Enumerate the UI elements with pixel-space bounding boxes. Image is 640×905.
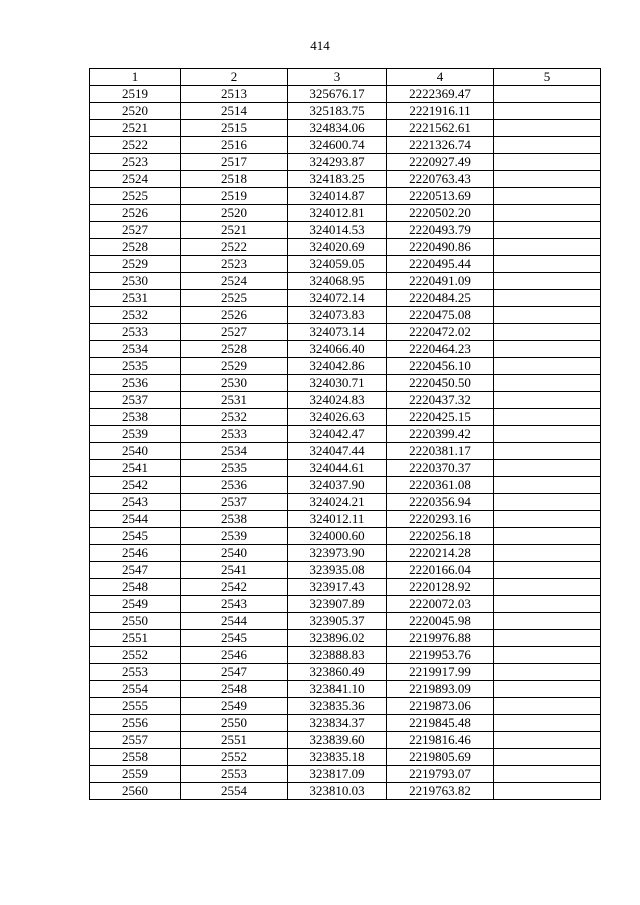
table-row: [90, 137, 601, 154]
table-cell: [494, 205, 601, 222]
table-row: [90, 409, 601, 426]
table-cell: 324042.86: [288, 358, 387, 375]
table-cell: 2219953.76: [387, 647, 494, 664]
table-cell: 2554: [90, 681, 181, 698]
table-cell: 2549: [90, 596, 181, 613]
table-cell: 2551: [90, 630, 181, 647]
table-cell: 2220361.08: [387, 477, 494, 494]
column-header: 2: [181, 69, 288, 86]
table-cell: 2540: [181, 545, 288, 562]
table-row: [90, 341, 601, 358]
table-cell: [494, 392, 601, 409]
table-cell: 2555: [90, 698, 181, 715]
table-cell: [494, 766, 601, 783]
table-cell: 2220381.17: [387, 443, 494, 460]
table-cell: 2521: [181, 222, 288, 239]
table-cell: 324012.81: [288, 205, 387, 222]
table-cell: [494, 375, 601, 392]
table-cell: 2221326.74: [387, 137, 494, 154]
table-row: [90, 545, 601, 562]
table-cell: 2557: [90, 732, 181, 749]
table-cell: [494, 562, 601, 579]
table-cell: 324072.14: [288, 290, 387, 307]
table-cell: 2559: [90, 766, 181, 783]
table-row: [90, 698, 601, 715]
table-row: [90, 307, 601, 324]
table-cell: [494, 307, 601, 324]
table-cell: [494, 256, 601, 273]
table-row: [90, 256, 601, 273]
table-row: [90, 732, 601, 749]
table-row: [90, 630, 601, 647]
table-cell: 2560: [90, 783, 181, 800]
table-cell: [494, 596, 601, 613]
table-cell: 2531: [90, 290, 181, 307]
table-cell: 323935.08: [288, 562, 387, 579]
coordinates-table: [89, 68, 601, 800]
table-cell: [494, 171, 601, 188]
table-cell: 2550: [181, 715, 288, 732]
table-cell: 2513: [181, 86, 288, 103]
table-cell: 2545: [90, 528, 181, 545]
table-cell: 2221562.61: [387, 120, 494, 137]
table-row: [90, 188, 601, 205]
table-cell: 2524: [90, 171, 181, 188]
table-cell: [494, 239, 601, 256]
table-cell: 2220491.09: [387, 273, 494, 290]
table-cell: 2537: [181, 494, 288, 511]
table-row: [90, 511, 601, 528]
table-cell: [494, 103, 601, 120]
table-cell: 2539: [90, 426, 181, 443]
table-cell: 2220475.08: [387, 307, 494, 324]
table-cell: [494, 409, 601, 426]
table-cell: 2536: [181, 477, 288, 494]
table-cell: 2522: [90, 137, 181, 154]
table-cell: [494, 664, 601, 681]
table-cell: 2553: [90, 664, 181, 681]
table-cell: 2558: [90, 749, 181, 766]
table-cell: 2547: [90, 562, 181, 579]
table-cell: 323905.37: [288, 613, 387, 630]
table-cell: 2518: [181, 171, 288, 188]
table-cell: 2520: [181, 205, 288, 222]
table-row: [90, 715, 601, 732]
table-cell: 2543: [90, 494, 181, 511]
table-cell: [494, 86, 601, 103]
table-row: [90, 86, 601, 103]
page-number: 414: [310, 38, 330, 53]
table-cell: 2526: [181, 307, 288, 324]
table-row: [90, 664, 601, 681]
column-header: 4: [387, 69, 494, 86]
table-cell: 324073.83: [288, 307, 387, 324]
table-cell: 324293.87: [288, 154, 387, 171]
table-cell: 324044.61: [288, 460, 387, 477]
table-row: [90, 154, 601, 171]
table-cell: 2219873.06: [387, 698, 494, 715]
table-cell: 2219805.69: [387, 749, 494, 766]
table-cell: 324073.14: [288, 324, 387, 341]
table-cell: [494, 477, 601, 494]
table-cell: 2529: [90, 256, 181, 273]
table-row: [90, 426, 601, 443]
table-cell: [494, 630, 601, 647]
table-cell: 2549: [181, 698, 288, 715]
table-cell: 323973.90: [288, 545, 387, 562]
table-cell: 2548: [181, 681, 288, 698]
table-cell: 324014.87: [288, 188, 387, 205]
table-cell: [494, 698, 601, 715]
table-cell: 2552: [181, 749, 288, 766]
table-cell: 2220072.03: [387, 596, 494, 613]
table-cell: 2531: [181, 392, 288, 409]
table-cell: 323888.83: [288, 647, 387, 664]
table-cell: 2527: [181, 324, 288, 341]
table-cell: 324014.53: [288, 222, 387, 239]
table-cell: 2220502.20: [387, 205, 494, 222]
table-row: [90, 205, 601, 222]
table-cell: 2220472.02: [387, 324, 494, 341]
table-cell: [494, 579, 601, 596]
table-header-row: [90, 69, 601, 86]
table-cell: 324068.95: [288, 273, 387, 290]
table-row: [90, 579, 601, 596]
table-cell: 2547: [181, 664, 288, 681]
table-cell: 2219793.07: [387, 766, 494, 783]
table-row: [90, 477, 601, 494]
table-row: [90, 783, 601, 800]
table-cell: 2519: [90, 86, 181, 103]
table-cell: 2219917.99: [387, 664, 494, 681]
table-cell: 2537: [90, 392, 181, 409]
table-cell: 2541: [181, 562, 288, 579]
table-cell: 324012.11: [288, 511, 387, 528]
table-cell: 2219816.46: [387, 732, 494, 749]
table-cell: 2536: [90, 375, 181, 392]
table-cell: 323817.09: [288, 766, 387, 783]
table-cell: 2544: [90, 511, 181, 528]
table-row: [90, 171, 601, 188]
table-cell: 324030.71: [288, 375, 387, 392]
table-cell: 2524: [181, 273, 288, 290]
table-cell: [494, 290, 601, 307]
column-header: 3: [288, 69, 387, 86]
table-cell: 2219893.09: [387, 681, 494, 698]
table-cell: 324600.74: [288, 137, 387, 154]
table-cell: 2527: [90, 222, 181, 239]
table-cell: 2220214.28: [387, 545, 494, 562]
table-cell: [494, 732, 601, 749]
table-cell: 2539: [181, 528, 288, 545]
table-cell: 2523: [90, 154, 181, 171]
table-cell: 323835.18: [288, 749, 387, 766]
table-cell: 2542: [181, 579, 288, 596]
table-cell: 323835.36: [288, 698, 387, 715]
table-cell: [494, 358, 601, 375]
table-cell: 2528: [90, 239, 181, 256]
table-cell: 2556: [90, 715, 181, 732]
table-cell: 2525: [90, 188, 181, 205]
table-cell: 325183.75: [288, 103, 387, 120]
table-cell: 323907.89: [288, 596, 387, 613]
table-cell: 325676.17: [288, 86, 387, 103]
table-cell: 2551: [181, 732, 288, 749]
table-cell: 2220128.92: [387, 579, 494, 596]
table-cell: 2220464.23: [387, 341, 494, 358]
table-row: [90, 375, 601, 392]
table-cell: 324042.47: [288, 426, 387, 443]
table-cell: [494, 545, 601, 562]
table-row: [90, 613, 601, 630]
table-cell: 2522: [181, 239, 288, 256]
table-cell: 2548: [90, 579, 181, 596]
table-cell: 2554: [181, 783, 288, 800]
table-cell: 2534: [90, 341, 181, 358]
table-cell: 2550: [90, 613, 181, 630]
table-row: [90, 647, 601, 664]
table-cell: [494, 341, 601, 358]
table-row: [90, 766, 601, 783]
table-cell: 2529: [181, 358, 288, 375]
table-cell: 2525: [181, 290, 288, 307]
table-row: [90, 562, 601, 579]
table-cell: 2220370.37: [387, 460, 494, 477]
table-cell: 323839.60: [288, 732, 387, 749]
table-cell: [494, 647, 601, 664]
table-row: [90, 239, 601, 256]
table-cell: 2219845.48: [387, 715, 494, 732]
table-cell: 2515: [181, 120, 288, 137]
table-cell: 2220495.44: [387, 256, 494, 273]
table-cell: 323834.37: [288, 715, 387, 732]
table-body: [90, 86, 601, 800]
table-row: [90, 392, 601, 409]
table-row: [90, 358, 601, 375]
table-cell: 2541: [90, 460, 181, 477]
table-row: [90, 443, 601, 460]
table-cell: 2526: [90, 205, 181, 222]
table-cell: 2521: [90, 120, 181, 137]
table-cell: 2532: [90, 307, 181, 324]
table-cell: 324024.21: [288, 494, 387, 511]
column-header: 1: [90, 69, 181, 86]
table-cell: 2543: [181, 596, 288, 613]
table-cell: [494, 273, 601, 290]
table-row: [90, 290, 601, 307]
table-cell: 2535: [181, 460, 288, 477]
table-cell: 2538: [90, 409, 181, 426]
table-cell: [494, 715, 601, 732]
table-cell: [494, 154, 601, 171]
column-header: 5: [494, 69, 601, 86]
table-cell: 2530: [90, 273, 181, 290]
table-cell: 2220356.94: [387, 494, 494, 511]
table-cell: [494, 137, 601, 154]
table-row: [90, 528, 601, 545]
table-cell: 2219763.82: [387, 783, 494, 800]
table-cell: 2514: [181, 103, 288, 120]
table-cell: [494, 188, 601, 205]
table-cell: 2220513.69: [387, 188, 494, 205]
table-cell: 324834.06: [288, 120, 387, 137]
table-cell: 323917.43: [288, 579, 387, 596]
table-row: [90, 103, 601, 120]
table-cell: 2538: [181, 511, 288, 528]
table-cell: 324066.40: [288, 341, 387, 358]
table-cell: 2523: [181, 256, 288, 273]
table-cell: 2220927.49: [387, 154, 494, 171]
table-cell: 324047.44: [288, 443, 387, 460]
table-row: [90, 460, 601, 477]
table-row: [90, 494, 601, 511]
table-cell: 2540: [90, 443, 181, 460]
table-cell: [494, 460, 601, 477]
table-cell: 2219976.88: [387, 630, 494, 647]
table-cell: 2552: [90, 647, 181, 664]
table-cell: [494, 426, 601, 443]
table-cell: 2220490.86: [387, 239, 494, 256]
table-row: [90, 120, 601, 137]
table-cell: 2220450.50: [387, 375, 494, 392]
table-cell: 2220293.16: [387, 511, 494, 528]
table-cell: 2220456.10: [387, 358, 494, 375]
table-cell: 2545: [181, 630, 288, 647]
table-cell: 2221916.11: [387, 103, 494, 120]
table-row: [90, 324, 601, 341]
table-cell: 324026.63: [288, 409, 387, 426]
table-row: [90, 222, 601, 239]
table-cell: 324059.05: [288, 256, 387, 273]
table-cell: 2220484.25: [387, 290, 494, 307]
table-cell: [494, 528, 601, 545]
table-row: [90, 596, 601, 613]
table-cell: 324024.83: [288, 392, 387, 409]
table-cell: [494, 511, 601, 528]
table-cell: 2544: [181, 613, 288, 630]
table-cell: 324000.60: [288, 528, 387, 545]
table-cell: 2532: [181, 409, 288, 426]
table-cell: [494, 324, 601, 341]
table-cell: 2220493.79: [387, 222, 494, 239]
table-cell: 2220425.15: [387, 409, 494, 426]
table-cell: 324183.25: [288, 171, 387, 188]
table-cell: 2520: [90, 103, 181, 120]
table-cell: 2534: [181, 443, 288, 460]
table-cell: 323841.10: [288, 681, 387, 698]
table-cell: 323860.49: [288, 664, 387, 681]
table-cell: 2220763.43: [387, 171, 494, 188]
table-cell: 2519: [181, 188, 288, 205]
table-cell: 2542: [90, 477, 181, 494]
table-cell: 2220256.18: [387, 528, 494, 545]
table-cell: 2533: [181, 426, 288, 443]
table-row: [90, 681, 601, 698]
table-cell: [494, 494, 601, 511]
table-cell: [494, 749, 601, 766]
table-cell: 2533: [90, 324, 181, 341]
table-cell: [494, 783, 601, 800]
table-cell: 2220166.04: [387, 562, 494, 579]
table-cell: 324037.90: [288, 477, 387, 494]
table-cell: 2516: [181, 137, 288, 154]
table-cell: 2546: [181, 647, 288, 664]
table-cell: 323896.02: [288, 630, 387, 647]
table-cell: 2220437.32: [387, 392, 494, 409]
table-cell: [494, 443, 601, 460]
table-cell: 2222369.47: [387, 86, 494, 103]
table-cell: 323810.03: [288, 783, 387, 800]
table-cell: 324020.69: [288, 239, 387, 256]
table-cell: [494, 222, 601, 239]
table-cell: [494, 681, 601, 698]
table-cell: 2517: [181, 154, 288, 171]
table-cell: [494, 613, 601, 630]
table-cell: 2553: [181, 766, 288, 783]
table-cell: [494, 120, 601, 137]
table-cell: 2546: [90, 545, 181, 562]
table-row: [90, 749, 601, 766]
table-cell: 2220045.98: [387, 613, 494, 630]
table-cell: 2530: [181, 375, 288, 392]
table-cell: 2535: [90, 358, 181, 375]
table-cell: 2220399.42: [387, 426, 494, 443]
table-cell: 2528: [181, 341, 288, 358]
table-row: [90, 273, 601, 290]
